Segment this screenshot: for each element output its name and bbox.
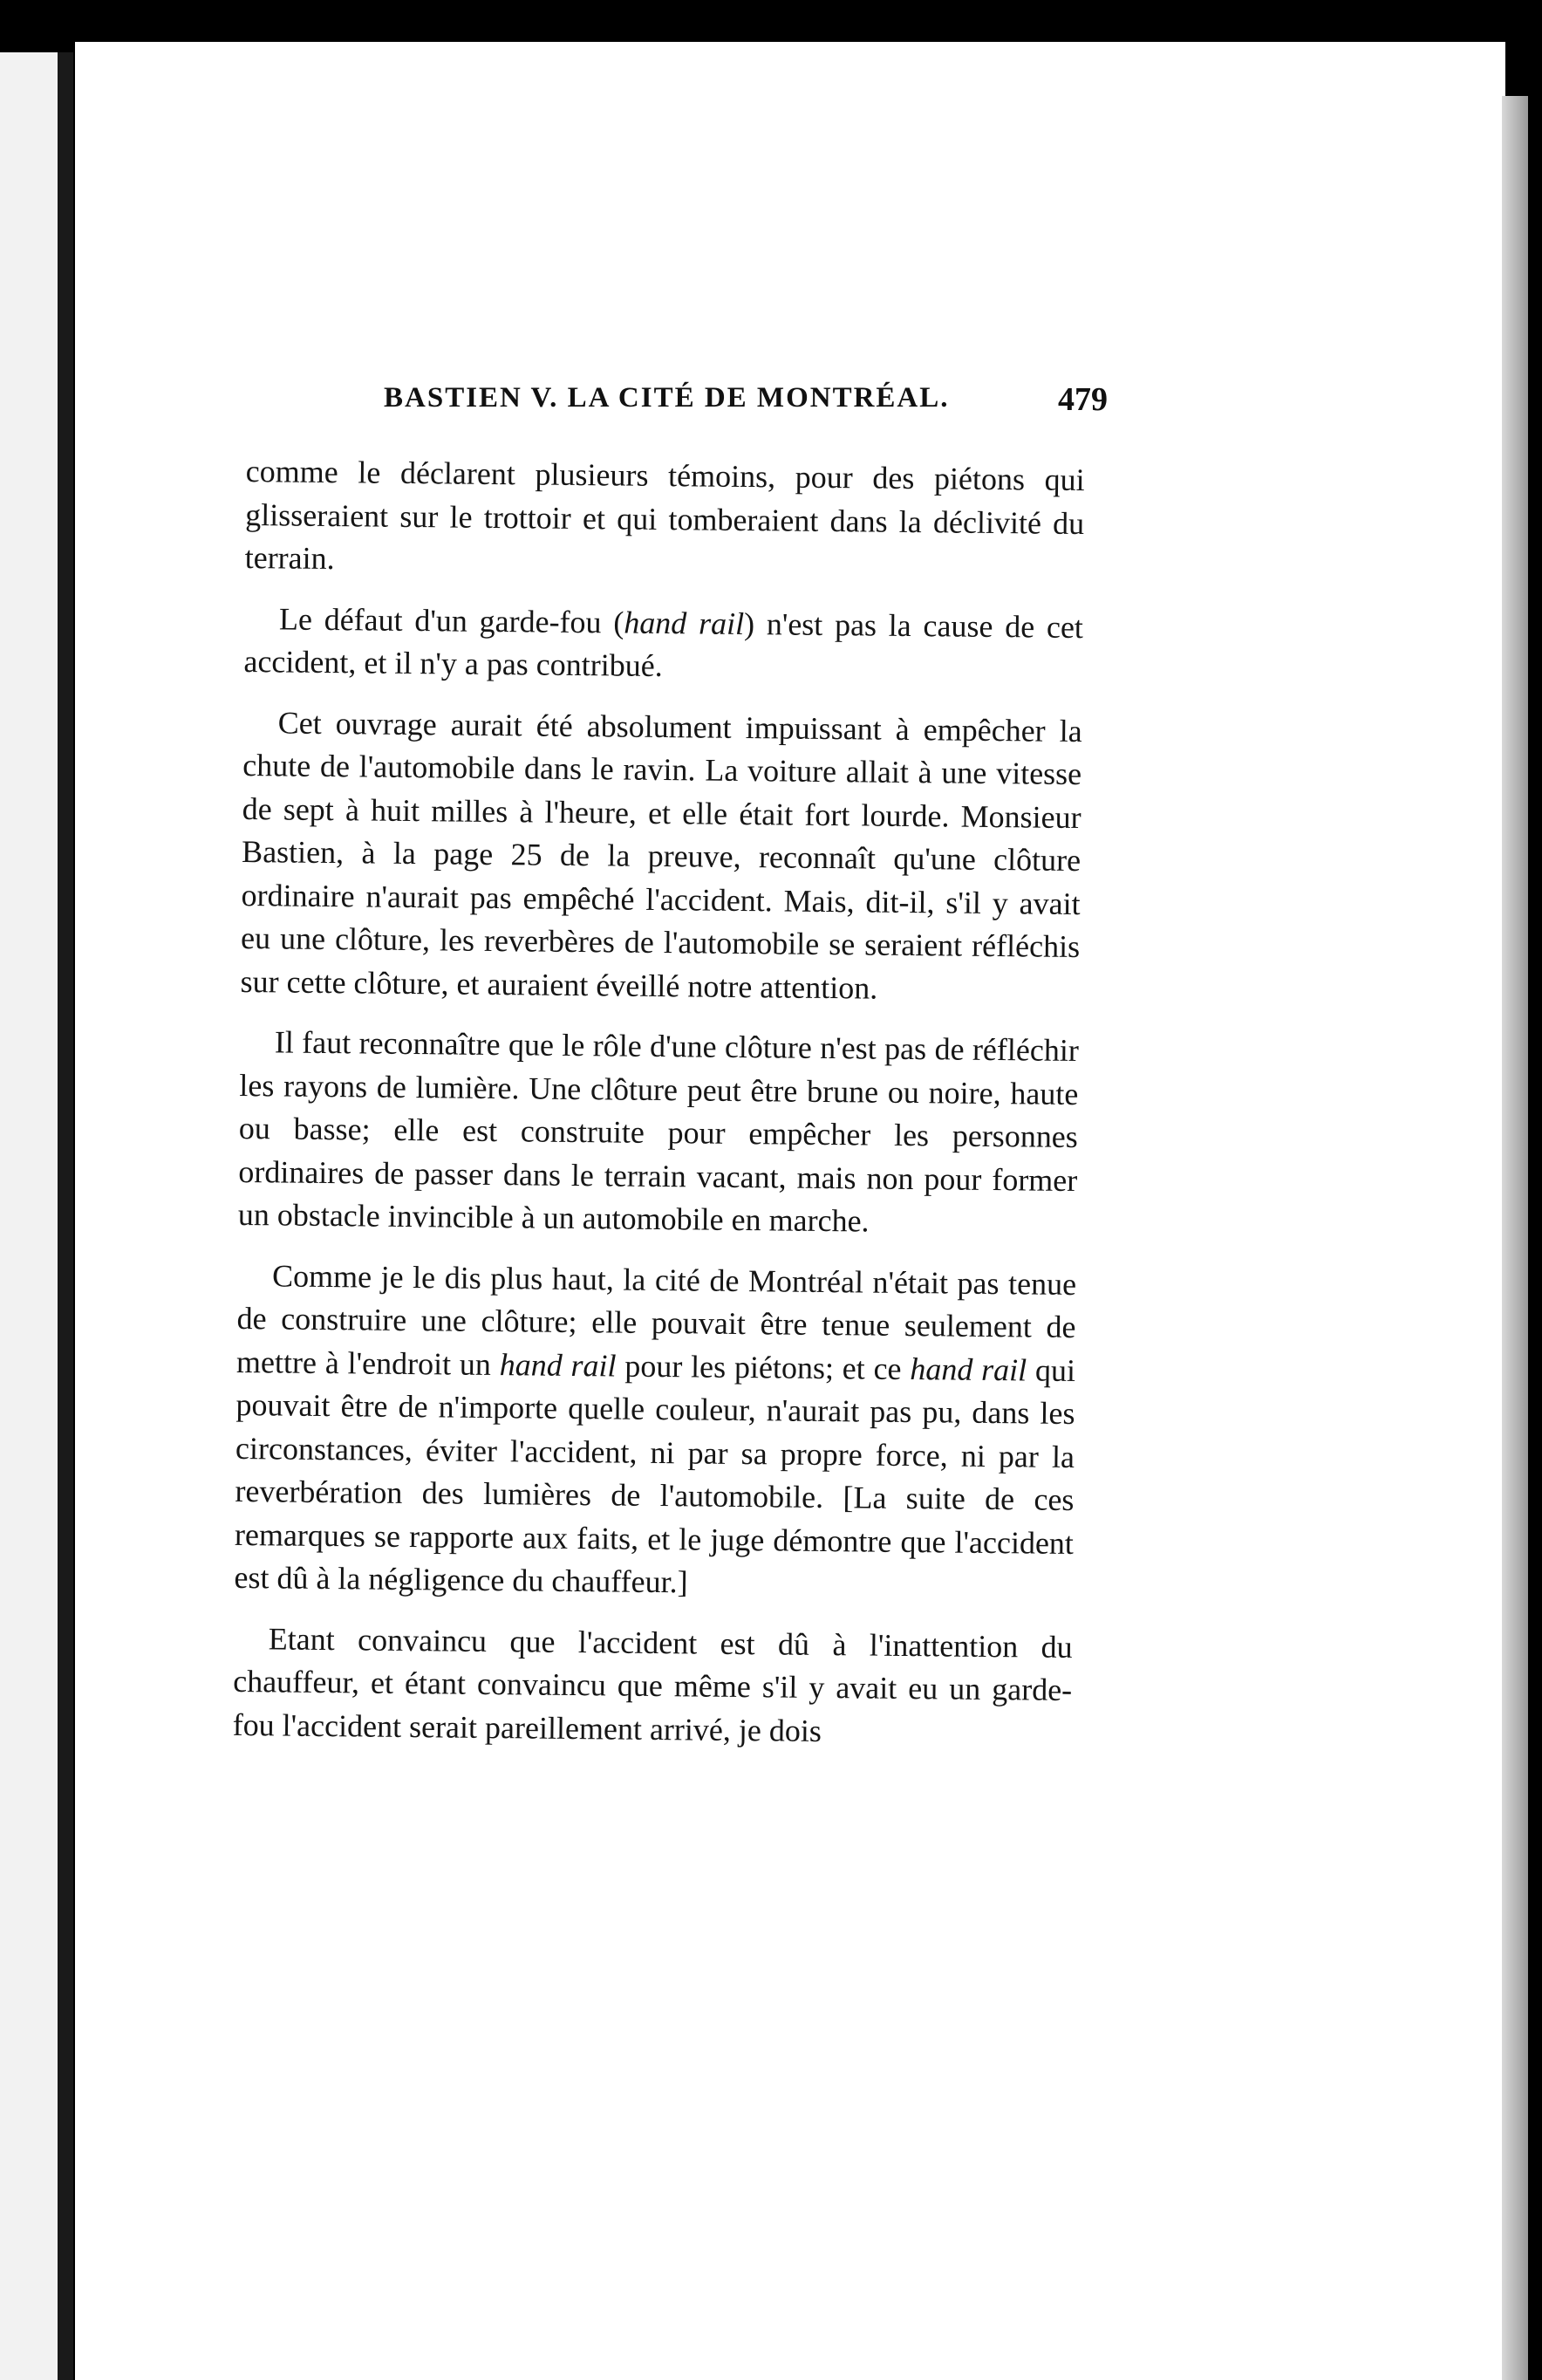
running-title: BASTIEN V. LA CITÉ DE MONTRÉAL.	[384, 382, 950, 414]
paragraph-2-italic: hand rail	[624, 605, 745, 641]
paragraph-1: comme le déclarent plusieurs témoins, pour des piétons qui glisseraient sur le trottoir et qui tomberaient dans la déclivité du terrain.	[244, 453, 1085, 577]
paragraph-5-part3: qui pouvait être de n'importe quelle couleur, n'aurait pas pu, dans les circonstances, éviter l'accident, ni par sa propre force, ni par la reverbération des lumières de l'automobile. [La suite de ces remarques se rapporte aux faits, et le juge démontre que l'accident est dû à la négligence du chauffeur.]	[234, 1351, 1076, 1600]
paragraph-5	[234, 1254, 1076, 1608]
paragraph-2	[243, 597, 1083, 692]
paragraph-5-part2: pour les piétons; et ce	[616, 1348, 911, 1386]
paragraph-4: Il faut reconnaître que le rôle d'une clôture n'est pas de réfléchir les rayons de lumière. Une clôture peut être brune ou noire, haute ou basse; elle est construite pour empêcher les personnes ordinaires de passer dans le terrain vacant, mais non pour former un obstacle invincible à un automobile en marche.	[237, 1024, 1080, 1239]
previous-page-edge	[0, 52, 59, 2380]
page-edge-shading	[1502, 96, 1528, 2380]
paragraph-6: Etant convaincu que l'accident est dû à l'inattention du chauffeur, et étant convaincu que même s'il y avait eu un garde-fou l'accident serait pareillement arrivé, je dois	[232, 1620, 1073, 1748]
paragraph-5-italic2: hand rail	[910, 1351, 1027, 1387]
paragraph-2-before: Le défaut d'un garde-fou (	[278, 600, 624, 640]
paragraph-2-after: ) n'est pas la cause de cet accident, et il n'y a pas contribué.	[243, 605, 1084, 684]
paragraph-5-part1: Comme je le dis plus haut, la cité de Montréal n'était pas tenue de construire une clôture; elle pouvait être tenue seulement de mettre à l'endroit un	[235, 1257, 1077, 1382]
running-head	[384, 382, 1108, 434]
binding-shadow	[58, 52, 73, 2380]
page-number: 479	[1058, 381, 1108, 418]
paragraph-3: Cet ouvrage aurait été absolument impuissant à empêcher la chute de l'automobile dans le ravin. La voiture allait à une vitesse de sept à huit milles à l'heure, et elle était fort lourde. Monsieur Bastien, à la page 25 de la preuve, reconnaît qu'une clôture ordinaire n'aurait pas empêché l'accident. Mais, dit-il, s'il y avait eu une clôture, les reverbères de l'automobile se seraient réfléchis sur cette clôture, et auraient éveillé notre attention.	[240, 704, 1082, 1006]
body-text	[232, 450, 1085, 1773]
paragraph-5-italic1: hand rail	[499, 1346, 617, 1384]
